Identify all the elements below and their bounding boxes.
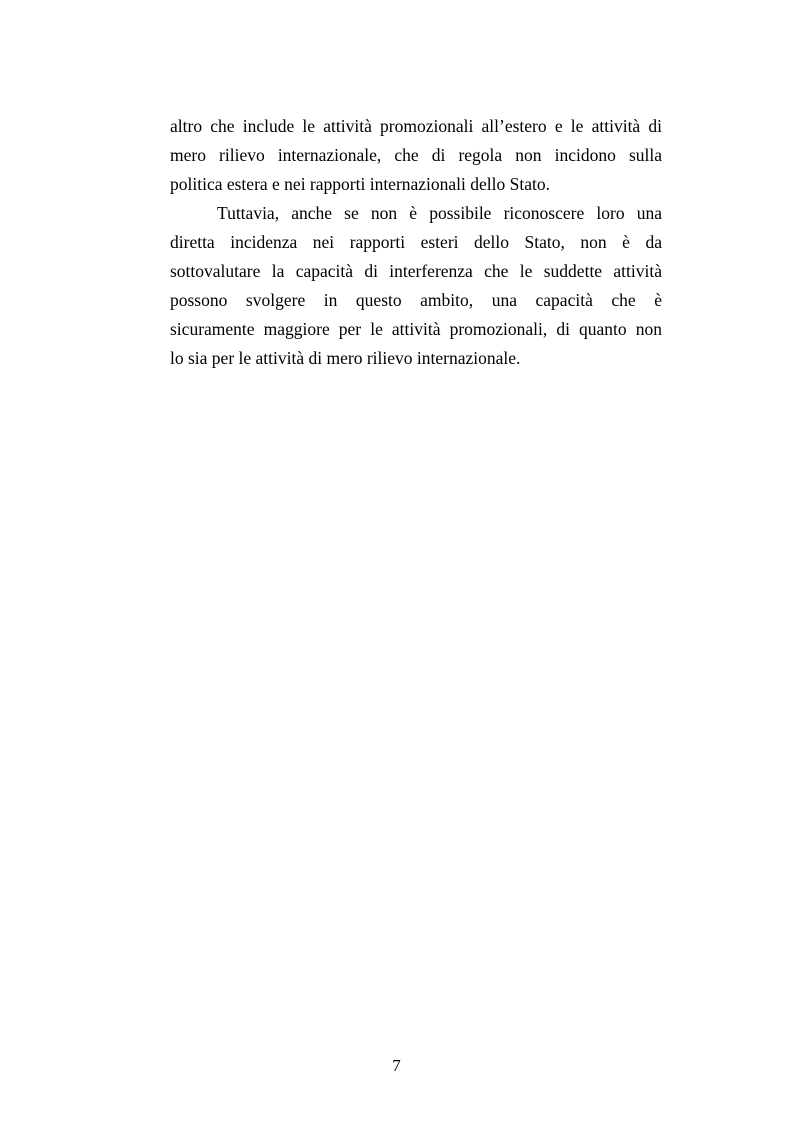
- paragraph-line: lo sia per le attività di mero rilievo internazionale.: [170, 348, 521, 368]
- body-text: [170, 112, 662, 373]
- paragraph-1: [170, 112, 662, 199]
- paragraph-line: altro che include le attività promozionali all’estero e le attività di: [170, 116, 662, 136]
- paragraph-line: politica estera e nei rapporti internazionali dello Stato.: [170, 174, 551, 194]
- paragraph-line: mero rilievo internazionale, che di regola non incidono sulla: [170, 145, 662, 165]
- paragraph-line: possono svolgere in questo ambito, una capacità che è: [170, 290, 662, 310]
- paragraph-line: sicuramente maggiore per le attività promozionali, di quanto non: [170, 319, 662, 339]
- page-number: 7: [392, 1056, 401, 1075]
- paragraph-line: diretta incidenza nei rapporti esteri dello Stato, non è da: [170, 232, 662, 252]
- paragraph-2: [170, 199, 662, 373]
- paragraph-line: Tuttavia, anche se non è possibile riconoscere loro una: [217, 203, 662, 223]
- paragraph-line: sottovalutare la capacità di interferenza che le suddette attività: [170, 261, 662, 281]
